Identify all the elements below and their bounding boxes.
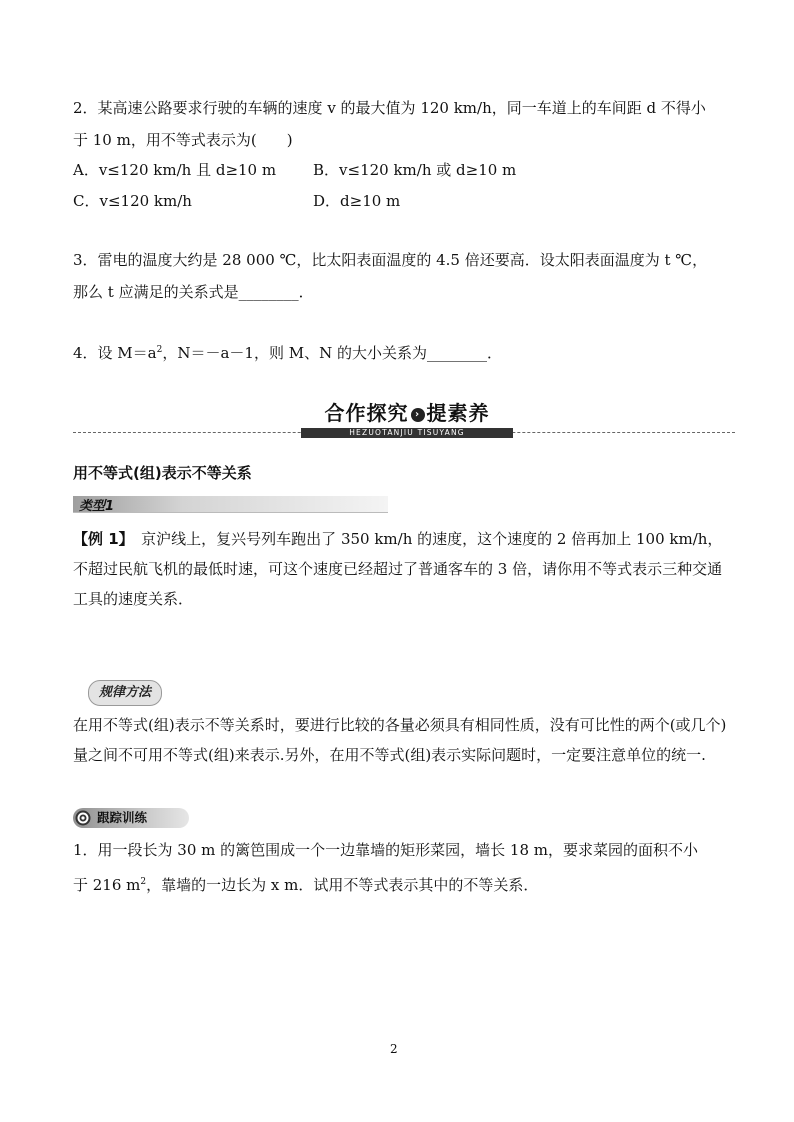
method-badge: 规律方法 bbox=[88, 680, 162, 706]
q2-option-b: B．v≤120 km/h 或 d≥10 m bbox=[313, 161, 517, 179]
type-label: 类型1 bbox=[79, 499, 115, 514]
banner-title-left: 合作探究 bbox=[324, 401, 409, 425]
training-badge bbox=[73, 808, 189, 828]
example-1 bbox=[73, 524, 735, 614]
banner-title-right: 提素养 bbox=[426, 401, 490, 425]
example-text: 京沪线上，复兴号列车跑出了 350 km/h 的速度，这个速度的 2 倍再加上 100 km/h，不超过民航飞机的最低时速，可这个速度已经超过了普通客车的 3 倍，请你用不等式表示三种交通工具的速度关系． bbox=[73, 530, 723, 608]
type-label-bar bbox=[73, 496, 388, 513]
training-badge-label: 跟踪训练 bbox=[97, 810, 148, 825]
q2-option-d: D．d≥10 m bbox=[313, 192, 401, 210]
training-q1-line-2 bbox=[73, 872, 538, 895]
training-q1-superscript: 2 bbox=[140, 877, 147, 887]
banner-subtitle: HEZUOTANJIU TISUYANG bbox=[301, 428, 513, 438]
training-q1-suffix: ，靠墙的一边长为 x m．试用不等式表示其中的不等关系． bbox=[146, 876, 539, 894]
q2-line-1: 2．某高速公路要求行驶的车辆的速度 v 的最大值为 120 km/h，同一车道上的车间距 d 不得小 bbox=[73, 99, 706, 117]
q2-option-c: C．v≤120 km/h bbox=[73, 192, 192, 210]
q4-line bbox=[73, 340, 502, 363]
q4-suffix: ，N＝－a－1，则 M、N 的大小关系为________． bbox=[162, 344, 502, 362]
q4-prefix: 4．设 M＝a bbox=[73, 344, 157, 362]
page-number: 2 bbox=[390, 1042, 398, 1056]
q4-superscript: 2 bbox=[156, 345, 163, 355]
target-icon bbox=[75, 810, 91, 826]
q2-option-a: A．v≤120 km/h 且 d≥10 m bbox=[73, 161, 277, 179]
q3-line-2: 那么 t 应满足的关系式是________． bbox=[73, 283, 314, 301]
method-text: 在用不等式(组)表示不等关系时，要进行比较的各量必须具有相同性质，没有可比性的两个(或几个)量之间不可用不等式(组)来表示.另外，在用不等式(组)表示实际问题时，一定要注意单位的统一. bbox=[73, 716, 727, 764]
training-q1-prefix: 于 216 m bbox=[73, 876, 141, 894]
section-heading: 用不等式(组)表示不等关系 bbox=[73, 464, 252, 482]
q3-line-1: 3．雷电的温度大约是 28 000 ℃，比太阳表面温度的 4.5 倍还要高．设太阳表面温度为 t ℃， bbox=[73, 251, 708, 269]
banner-title bbox=[307, 398, 507, 428]
section-banner bbox=[73, 398, 735, 442]
training-q1-line-1: 1．用一段长为 30 m 的篱笆围成一个一边靠墙的矩形菜园，墙长 18 m，要求菜园的面积不小 bbox=[73, 841, 699, 859]
q2-line-2: 于 10 m，用不等式表示为( ) bbox=[73, 131, 293, 149]
arrow-icon: › bbox=[411, 408, 425, 422]
example-label: 【例 1】 bbox=[73, 530, 127, 548]
